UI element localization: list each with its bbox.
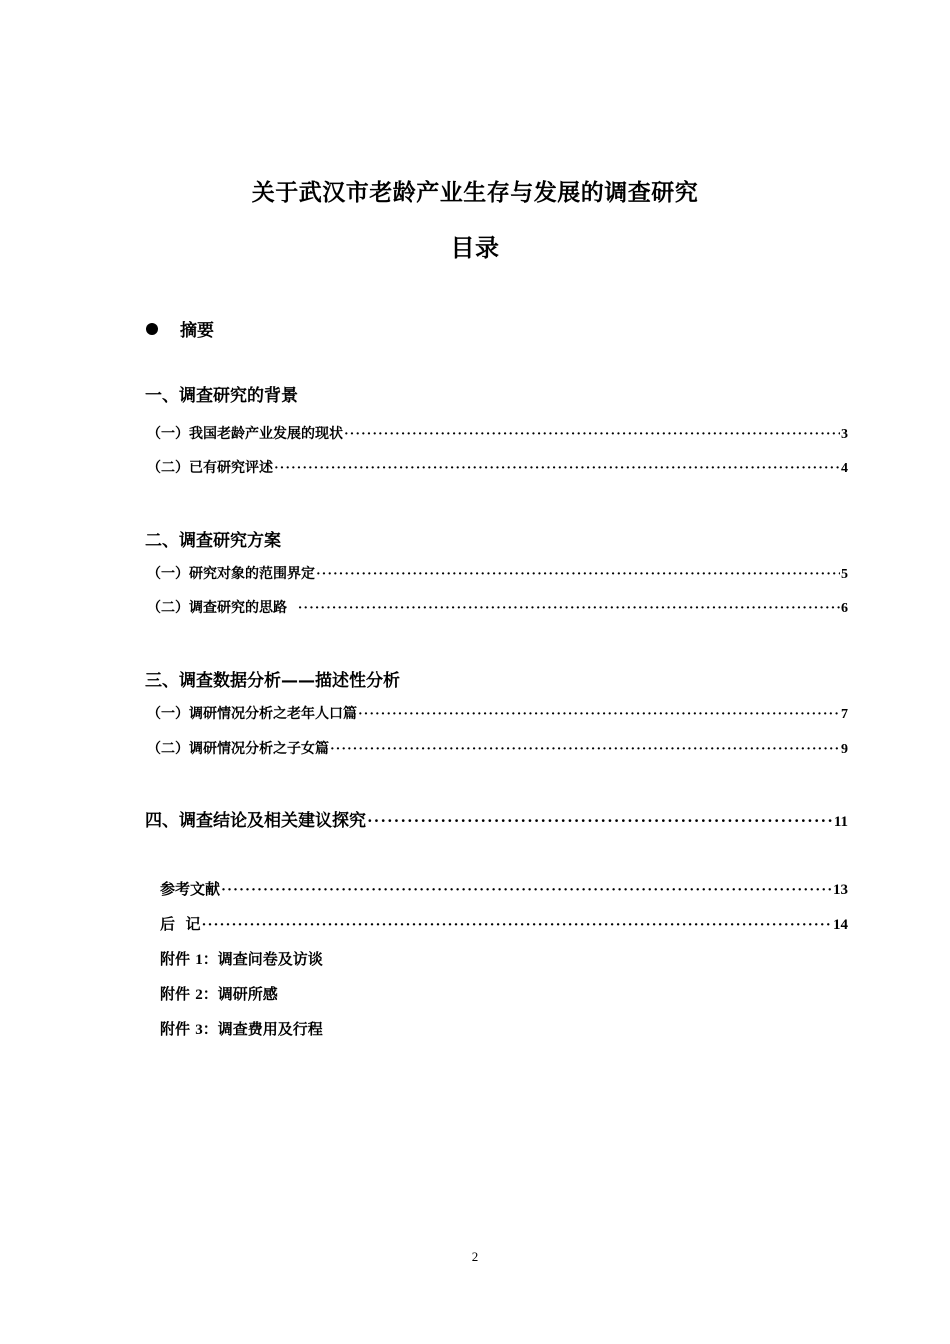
dot-leader <box>201 917 832 934</box>
toc-entry-label: 参考文献 <box>160 880 221 898</box>
toc-entry[interactable] <box>147 703 848 723</box>
toc-entry-label: （一）研究对象的范围界定 <box>147 566 315 582</box>
dot-leader <box>221 882 832 899</box>
page-number: 2 <box>471 1249 479 1264</box>
toc-entry-label: （一）调研情况分析之老年人口篇 <box>147 706 357 722</box>
toc-section-heading[interactable]: 一、调查研究的背景 <box>145 386 298 406</box>
toc-entry-label: （一）我国老龄产业发展的现状 <box>147 426 343 442</box>
toc-annex[interactable] <box>160 983 278 1004</box>
toc-annex[interactable] <box>160 948 323 969</box>
annex-number: 1 <box>195 952 203 968</box>
annex-prefix: 附件 <box>160 1020 196 1038</box>
toc-entry-page: 11 <box>833 814 848 830</box>
dot-leader <box>316 567 840 583</box>
toc-entry[interactable] <box>147 457 848 477</box>
dot-leader <box>367 811 833 831</box>
toc-summary[interactable] <box>146 316 214 341</box>
toc-entry-label: （二）已有研究评述 <box>147 460 273 476</box>
dot-leader <box>298 601 840 617</box>
toc-summary-label: 摘要 <box>180 321 214 341</box>
toc-entry-section4[interactable] <box>145 806 848 831</box>
annex-number: 2 <box>195 987 203 1003</box>
document-title: 关于武汉市老龄产业生存与发展的调查研究 <box>251 180 699 206</box>
dot-leader <box>330 742 840 758</box>
toc-entry-page: 9 <box>841 742 848 757</box>
toc-entry-page: 7 <box>841 707 848 722</box>
annex-label: ：调查费用及行程 <box>202 1020 323 1038</box>
toc-entry-page: 13 <box>833 882 848 898</box>
toc-entry-label: （二）调查研究的思路 <box>147 600 297 616</box>
toc-heading: 目录 <box>450 234 500 262</box>
annex-prefix: 附件 <box>160 950 196 968</box>
annex-label: ：调研所感 <box>202 985 278 1003</box>
dot-leader <box>274 461 840 477</box>
dot-leader <box>358 707 840 723</box>
toc-entry-page: 4 <box>841 461 848 476</box>
toc-entry-label: 四、调查结论及相关建议探究 <box>145 811 366 831</box>
toc-annex[interactable] <box>160 1018 323 1039</box>
toc-section-heading[interactable]: 二、调查研究方案 <box>145 531 281 551</box>
annex-number: 3 <box>195 1022 203 1038</box>
toc-entry-page: 5 <box>841 567 848 582</box>
bullet-icon <box>146 323 158 335</box>
toc-entry[interactable] <box>147 423 848 443</box>
toc-entry-page: 3 <box>841 427 848 442</box>
toc-entry-references[interactable] <box>160 878 848 899</box>
toc-entry-label: 后 记 <box>160 915 201 933</box>
toc-entry-page: 14 <box>833 917 848 933</box>
toc-entry[interactable] <box>147 563 848 583</box>
toc-entry-postscript[interactable] <box>160 913 848 934</box>
annex-label: ：调查问卷及访谈 <box>202 950 323 968</box>
toc-section-heading[interactable]: 三、调查数据分析——描述性分析 <box>145 671 400 691</box>
toc-entry[interactable] <box>147 597 848 617</box>
toc-entry-label: （二）调研情况分析之子女篇 <box>147 741 329 757</box>
dot-leader <box>344 427 840 443</box>
toc-entry-page: 6 <box>841 601 848 616</box>
toc-entry[interactable] <box>147 738 848 758</box>
annex-prefix: 附件 <box>160 985 196 1003</box>
